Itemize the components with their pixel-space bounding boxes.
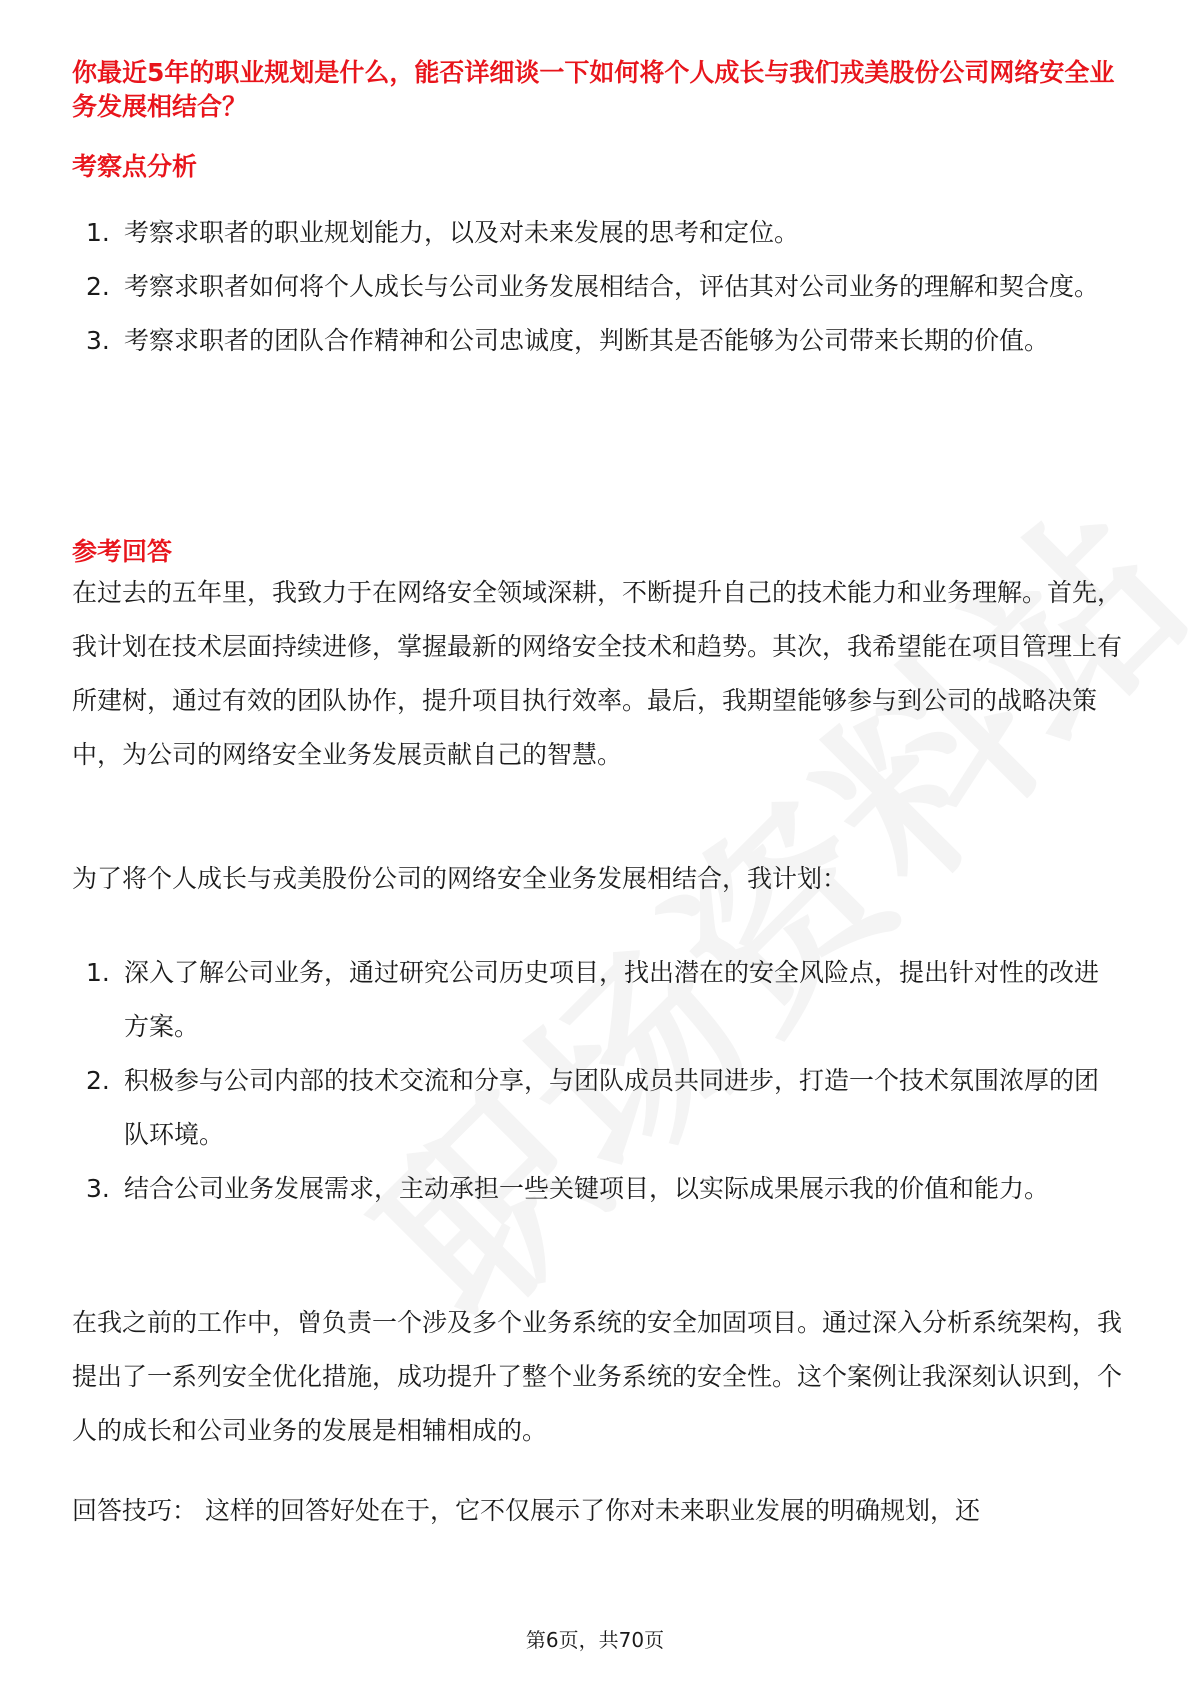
- plan-list: [72, 946, 1122, 1216]
- list-item: [72, 946, 1122, 1054]
- list-item-number: 3.: [86, 1174, 110, 1203]
- list-item-text: 结合公司业务发展需求，主动承担一些关键项目，以实际成果展示我的价值和能力。: [124, 1174, 1050, 1203]
- answer-section-title: 参考回答: [72, 537, 173, 566]
- list-item: [72, 1054, 1122, 1162]
- list-item-number: 1.: [86, 958, 110, 987]
- analysis-section-title: 考察点分析: [72, 152, 198, 181]
- list-item-number: 2.: [86, 272, 110, 301]
- list-item-text: 考察求职者的团队合作精神和公司忠诚度，判断其是否能够为公司带来长期的价值。: [124, 326, 1050, 355]
- list-item: [72, 314, 1122, 368]
- page-number-footer: 第6页，共70页: [525, 1628, 665, 1652]
- answer-paragraph: 在过去的五年里，我致力于在网络安全领域深耕，不断提升自己的技术能力和业务理解。首先，我计划在技术层面持续进修，掌握最新的网络安全技术和趋势。其次，我希望能在项目管理上有所建树，通过有效的团队协作，提升项目执行效率。最后，我期望能够参与到公司的战略决策中，为公司的网络安全业务发展贡献自己的智慧。: [72, 578, 1123, 769]
- list-item-text: 深入了解公司业务，通过研究公司历史项目，找出潜在的安全风险点，提出针对性的改进方案。: [124, 958, 1100, 1041]
- list-item: [72, 206, 1122, 260]
- list-item-number: 2.: [86, 1066, 110, 1095]
- list-item-text: 考察求职者的职业规划能力，以及对未来发展的思考和定位。: [124, 218, 800, 247]
- list-item-text: 积极参与公司内部的技术交流和分享，与团队成员共同进步，打造一个技术氛围浓厚的团队环境。: [124, 1066, 1100, 1149]
- analysis-list: [72, 206, 1122, 368]
- document-page: [72, 0, 1122, 1684]
- list-item-number: 1.: [86, 218, 110, 247]
- question-heading: 你最近5年的职业规划是什么，能否详细谈一下如何将个人成长与我们戎美股份公司网络安全业务发展相结合？: [72, 58, 1115, 121]
- case-paragraph: 在我之前的工作中，曾负责一个涉及多个业务系统的安全加固项目。通过深入分析系统架构，我提出了一系列安全优化措施，成功提升了整个业务系统的安全性。这个案例让我深刻认识到，个人的成长和公司业务的发展是相辅相成的。: [72, 1308, 1123, 1445]
- list-item: [72, 260, 1122, 314]
- list-item: [72, 1162, 1122, 1216]
- plan-intro-paragraph: 为了将个人成长与戎美股份公司的网络安全业务发展相结合，我计划：: [72, 864, 848, 893]
- list-item-text: 考察求职者如何将个人成长与公司业务发展相结合，评估其对公司业务的理解和契合度。: [124, 272, 1100, 301]
- tips-paragraph: 回答技巧： 这样的回答好处在于，它不仅展示了你对未来职业发展的明确规划，还: [72, 1496, 980, 1525]
- list-item-number: 3.: [86, 326, 110, 355]
